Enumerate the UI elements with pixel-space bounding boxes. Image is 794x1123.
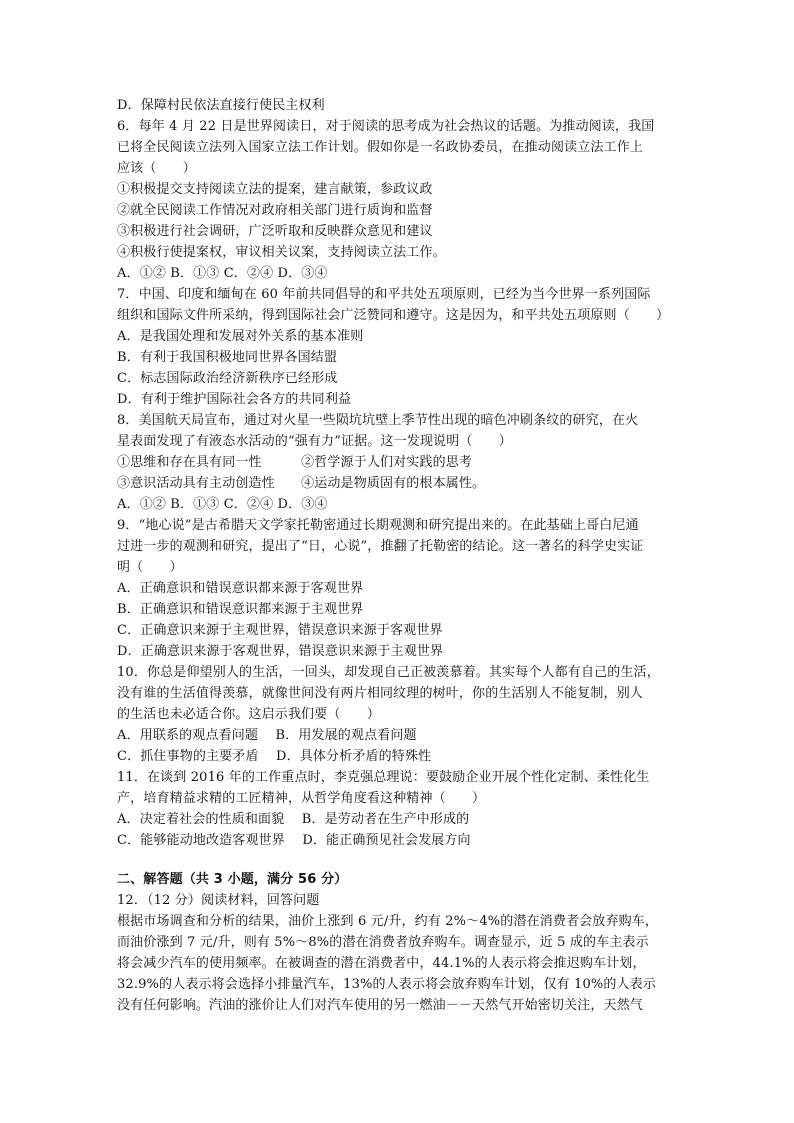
q9-option-a: A．正确意识和错误意识都来源于客观世界 <box>117 581 364 596</box>
q7-stem-line-2: 组织和国际文件所采纳，得到国际社会广泛赞同和遵守。这是因为，和平共处五项原则（ ） <box>117 308 670 323</box>
q7-stem-line-1: 7．中国、印度和缅甸在 60 年前共同倡导的和平共处五项原则，已经为当今世界一系列国际 <box>117 287 651 302</box>
q6-item-4: ④积极行使提案权，审议相关议案，支持阅读立法工作。 <box>117 245 446 260</box>
q10-stem-line-3: 的生活也未必适合你。这启示我们要（ ） <box>117 707 381 722</box>
q10-stem-line-1: 10．你总是仰望别人的生活，一回头，却发现自己正被羡慕着。其实每个人都有自己的生活， <box>117 665 660 680</box>
q6-item-2: ②就全民阅读工作情况对政府相关部门进行质询和监督 <box>117 203 433 218</box>
q8-options: A．①② B．①③ C．②④ D．③④ <box>117 497 328 512</box>
q12-title: 12．（12 分）阅读材料，回答问题 <box>117 893 320 908</box>
q9-option-d: D．正确意识来源于客观世界，错误意识来源于主观世界 <box>117 644 444 659</box>
q6-item-1: ①积极提交支持阅读立法的提案，建言献策，参政议政 <box>117 182 433 197</box>
q8-items-3-4: ③意识活动具有主动创造性 ④运动是物质固有的根本属性。 <box>117 476 486 491</box>
q11-stem-line-1: 11．在谈到 2016 年的工作重点时，李克强总理说：要鼓励企业开展个性化定制、柔性化生 <box>117 770 650 785</box>
q12-material-line-5: 没有任何影响。汽油的涨价让人们对汽车使用的另一燃油－－天然气开始密切关注，天然气 <box>117 998 644 1013</box>
q11-options-ab: A．决定着社会的性质和面貌 B．是劳动者在生产中形成的 <box>117 812 470 827</box>
q8-items-1-2: ①思维和存在具有同一性 ②哲学源于人们对实践的思考 <box>117 455 473 470</box>
q9-stem-line-1: 9．“地心说”是古希腊天文学家托勒密通过长期观测和研究提出来的。在此基础上哥白尼通 <box>117 518 639 533</box>
q6-stem-line-2: 已将全民阅读立法列入国家立法工作计划。假如你是一名政协委员，在推动阅读立法工作上 <box>117 140 644 155</box>
q9-stem-line-2: 过进一步的观测和研究，提出了“日，心说”，推翻了托勒密的结论。这一著名的科学史实证 <box>117 539 644 554</box>
section-heading: 二、解答题（共 3 小题，满分 56 分） <box>117 872 348 887</box>
q9-stem-line-3: 明（ ） <box>117 560 183 575</box>
q12-material-line-2: 而油价涨到 7 元/升，则有 5%～8%的潜在消费者放弃购车。调查显示，近 5 成的车主表示 <box>117 935 649 950</box>
q9-option-b: B．正确意识和错误意识都来源于主观世界 <box>117 602 364 617</box>
q10-options-ab: A．用联系的观点看问题 B．用发展的观点看问题 <box>117 728 417 743</box>
q10-stem-line-2: 没有谁的生活值得羡慕，就像世间没有两片相同纹理的树叶，你的生活别人不能复制，别人 <box>117 686 644 701</box>
q10-options-cd: C．抓住事物的主要矛盾 D．具体分析矛盾的特殊性 <box>117 749 432 764</box>
q5-option-d: D．保障村民依法直接行使民主权利 <box>117 98 325 113</box>
q6-stem-line-1: 6．每年 4 月 22 日是世界阅读日，对于阅读的思考成为社会热议的话题。为推动阅读，我国 <box>117 119 655 134</box>
q7-option-c: C．标志国际政治经济新秩序已经形成 <box>117 371 338 386</box>
q7-option-b: B．有利于我国积极地同世界各国结盟 <box>117 350 338 365</box>
q9-option-c: C．正确意识来源于主观世界，错误意识来源于客观世界 <box>117 623 443 638</box>
q11-options-cd: C．能够能动地改造客观世界 D．能正确预见社会发展方向 <box>117 833 471 848</box>
q11-stem-line-2: 产，培育精益求精的工匠精神，从哲学角度看这种精神（ ） <box>117 791 486 806</box>
q12-material-line-1: 根据市场调查和分析的结果，油价上涨到 6 元/升，约有 2%～4%的潜在消费者会放弃购车， <box>117 914 659 929</box>
q12-material-line-3: 将会减少汽车的使用频率。在被调查的潜在消费者中，44.1%的人表示将会推迟购车计划， <box>117 956 646 971</box>
q6-stem-line-3: 应该（ ） <box>117 161 196 176</box>
q7-option-d: D．有利于维护国际社会各方的共同利益 <box>117 392 352 407</box>
q6-item-3: ③积极进行社会调研，广泛听取和反映群众意见和建议 <box>117 224 433 239</box>
q7-option-a: A．是我国处理和发展对外关系的基本准则 <box>117 329 364 344</box>
q8-stem-line-1: 8．美国航天局宣布，通过对火星一些陨坑坑壁上季节性出现的暗色冲刷条纹的研究，在火 <box>117 413 639 428</box>
q12-material-line-4: 32.9%的人表示将会选择小排量汽车，13%的人表示将会放弃购车计划，仅有 10%的人表示 <box>117 977 656 992</box>
q8-stem-line-2: 星表面发现了有液态水活动的“强有力”证据。这一发现说明（ ） <box>117 434 512 449</box>
q6-options: A．①② B．①③ C．②④ D．③④ <box>117 266 328 281</box>
